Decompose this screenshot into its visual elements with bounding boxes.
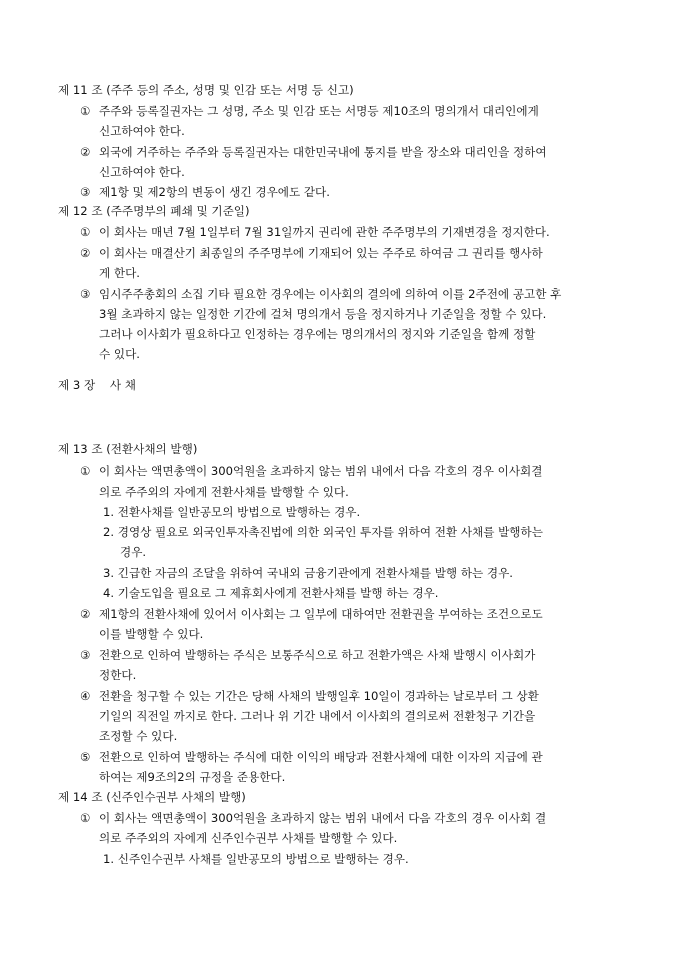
item-text: 제1항 및 제2항의 변동이 생긴 경우에도 같다.	[99, 185, 330, 199]
article-11-item-2	[80, 145, 547, 159]
article-13-item-5	[80, 750, 543, 764]
article-11-item-3	[80, 185, 330, 199]
item-continuation: 신고하여야 한다.	[99, 124, 185, 138]
item-number: ②	[80, 607, 91, 621]
item-continuation: 기일의 직전일 까지로 한다. 그러나 위 기간 내에서 이사회의 결의로써 전환청구 기간을	[99, 709, 536, 723]
item-number: ①	[80, 104, 91, 118]
item-number: ③	[80, 287, 91, 301]
item-text: 임시주주총회의 소집 기타 필요한 경우에는 이사회의 결의에 의하여 이를 2주전에 공고한 후	[99, 287, 562, 301]
item-number: ②	[80, 145, 91, 159]
article-11-item-1	[80, 104, 539, 118]
item-text: 전환을 청구할 수 있는 기간은 당해 사채의 발행일후 10일이 경과하는 날로부터 그 상환	[99, 689, 539, 703]
sub-item-continuation: 경우.	[120, 545, 147, 559]
article-11-title: 제 11 조 (주주 등의 주소, 성명 및 인감 또는 서명 등 신고)	[58, 83, 354, 97]
item-text: 이 회사는 액면총액이 300억원을 초과하지 않는 범위 내에서 다음 각호의 경우 이사회 결	[99, 811, 547, 825]
article-13-item-1	[80, 464, 542, 478]
item-number: ①	[80, 225, 91, 239]
item-continuation: 의로 주주외의 자에게 신주인수권부 사채를 발행할 수 있다.	[99, 831, 398, 845]
item-continuation: 게 한다.	[99, 266, 140, 280]
article-12-item-1	[80, 225, 550, 239]
item-text: 전환으로 인하여 발행하는 주식은 보통주식으로 하고 전환가액은 사채 발행시 이사회가	[99, 648, 536, 662]
item-text: 주주와 등록질권자는 그 성명, 주소 및 인감 또는 서명등 제10조의 명의개서 대리인에게	[99, 104, 539, 118]
chapter-3-heading: 제 3 장 사 채	[58, 378, 136, 392]
item-continuation: 3월 초과하지 않는 일정한 기간에 걸쳐 명의개서 등을 정지하거나 기준일을 정할 수 있다.	[99, 307, 547, 321]
item-number: ②	[80, 246, 91, 260]
article-12-title: 제 12 조 (주주명부의 폐쇄 및 기준일)	[58, 204, 250, 218]
sub-item-1: 1. 전환사채를 일반공모의 방법으로 발행하는 경우.	[103, 505, 361, 519]
item-number: ⑤	[80, 750, 91, 764]
item-text: 이 회사는 매결산기 최종일의 주주명부에 기재되어 있는 주주로 하여금 그 권리를 행사하	[99, 246, 543, 260]
item-number: ①	[80, 811, 91, 825]
item-text: 전환으로 인하여 발행하는 주식에 대한 이익의 배당과 전환사채에 대한 이자의 지급에 관	[99, 750, 543, 764]
sub-item-4: 4. 기술도입을 필요로 그 제휴회사에게 전환사채를 발행 하는 경우.	[103, 586, 439, 600]
item-continuation: 정한다.	[99, 668, 137, 682]
article-12-item-2	[80, 246, 543, 260]
item-number: ④	[80, 689, 91, 703]
item-number: ③	[80, 185, 91, 199]
article-14-title: 제 14 조 (신주인수권부 사채의 발행)	[58, 790, 246, 804]
item-continuation: 그러나 이사회가 필요하다고 인정하는 경우에는 명의개서의 정지와 기준일을 함께 정할	[99, 327, 536, 341]
item-continuation: 의로 주주외의 자에게 전환사채를 발행할 수 있다.	[99, 485, 349, 499]
article-13-item-4	[80, 689, 539, 703]
item-number: ③	[80, 648, 91, 662]
article-12-item-3	[80, 287, 561, 301]
article-13-title: 제 13 조 (전환사채의 발행)	[58, 442, 198, 456]
item-text: 이 회사는 매년 7월 1일부터 7월 31일까지 권리에 관한 주주명부의 기재변경을 정지한다.	[99, 225, 550, 239]
item-text: 외국에 거주하는 주주와 등록질권자는 대한민국내에 통지를 받을 장소와 대리인을 정하여	[99, 145, 547, 159]
item-continuation: 신고하여야 한다.	[99, 165, 185, 179]
item-continuation: 수 있다.	[99, 347, 140, 361]
item-continuation: 하여는 제9조의2의 규정을 준용한다.	[99, 770, 286, 784]
sub-item-2: 2. 경영상 필요로 외국인투자촉진법에 의한 외국인 투자를 위하여 전환 사채를 발행하는	[103, 525, 543, 539]
sub-item-3: 3. 긴급한 자금의 조달을 위하여 국내외 금융기관에게 전환사채를 발행 하는 경우.	[103, 566, 513, 580]
sub-item-1: 1. 신주인수권부 사채를 일반공모의 방법으로 발행하는 경우.	[103, 852, 409, 866]
item-continuation: 이를 발행할 수 있다.	[99, 627, 204, 641]
item-number: ①	[80, 464, 91, 478]
item-continuation: 조정할 수 있다.	[99, 729, 178, 743]
article-13-item-2	[80, 607, 543, 621]
item-text: 이 회사는 액면총액이 300억원을 초과하지 않는 범위 내에서 다음 각호의 경우 이사회결	[99, 464, 543, 478]
article-14-item-1	[80, 811, 546, 825]
item-text: 제1항의 전환사채에 있어서 이사회는 그 일부에 대하여만 전환권을 부여하는 조건으로도	[99, 607, 543, 621]
article-13-item-3	[80, 648, 535, 662]
